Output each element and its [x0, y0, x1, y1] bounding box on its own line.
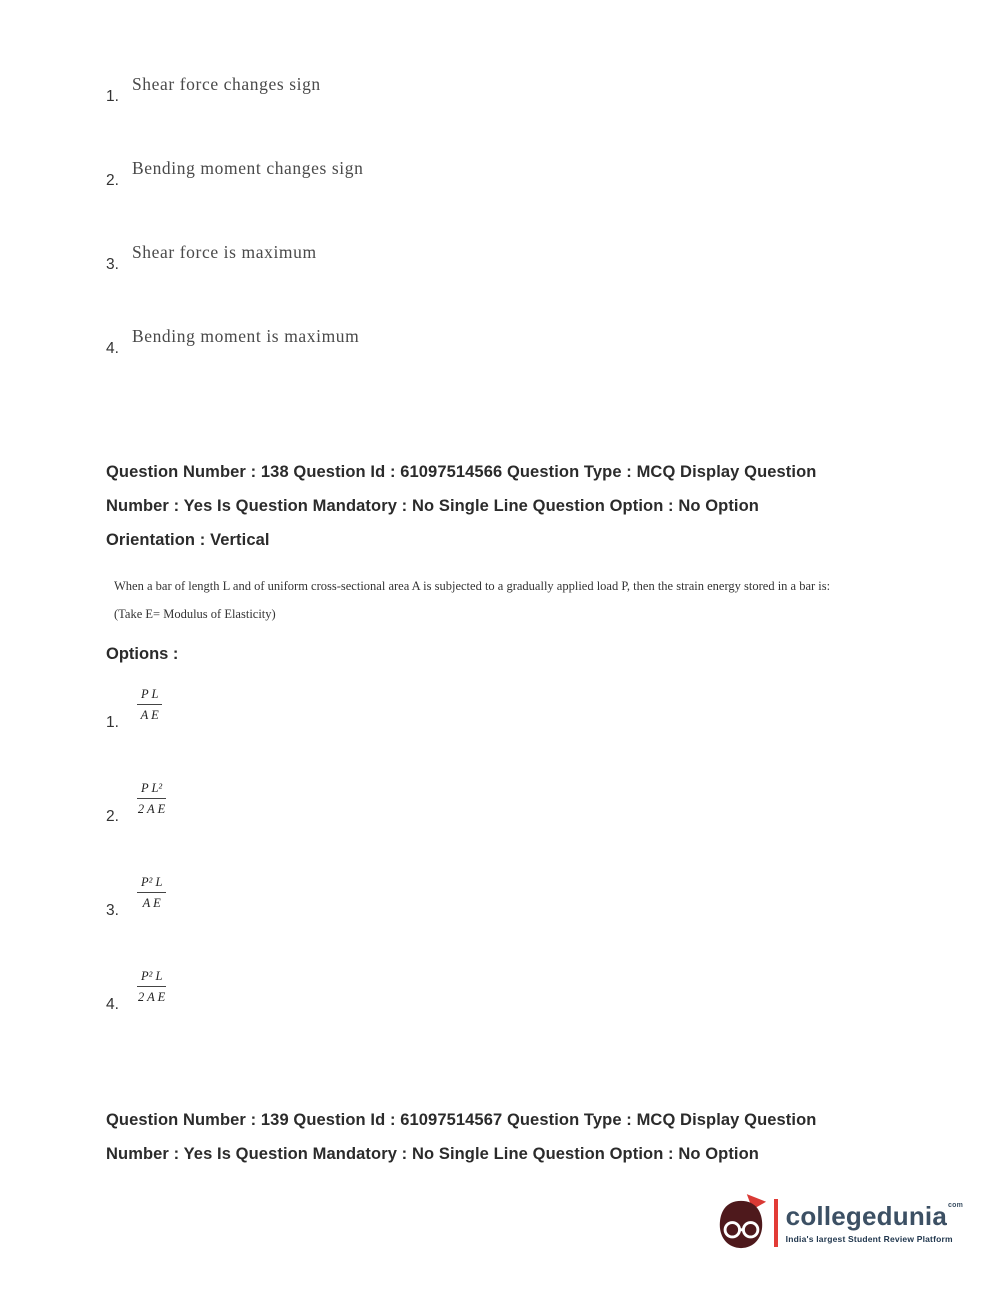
- option-text: Shear force is maximum: [131, 241, 317, 262]
- answer-option-1: [106, 70, 363, 104]
- fraction-numerator: P² L: [137, 968, 166, 987]
- option-number: 4.: [106, 995, 119, 1013]
- brand-name: [786, 1202, 963, 1231]
- option-number: 1.: [106, 713, 119, 731]
- brand-suffix: com: [948, 1201, 963, 1209]
- option-text: Shear force changes sign: [131, 73, 321, 94]
- question-138-options: [106, 678, 166, 1054]
- question-138-header: [106, 455, 906, 557]
- option-number: 3.: [106, 255, 119, 273]
- fraction-numerator: P L: [137, 686, 163, 705]
- previous-question-options: [106, 70, 363, 406]
- logo-red-bar: [774, 1199, 778, 1247]
- fraction-denominator: 2 A E: [138, 989, 166, 1004]
- fraction-denominator: A E: [142, 895, 161, 910]
- option-number: 2.: [106, 171, 119, 189]
- mascot-icon: [714, 1192, 768, 1254]
- fraction-numerator: P L²: [137, 780, 166, 799]
- logo-text: [786, 1202, 963, 1245]
- fraction-option-1: [106, 678, 166, 730]
- question-text-line: (Take E= Modulus of Elasticity): [114, 607, 276, 621]
- option-number: 1.: [106, 87, 119, 105]
- question-text-line: When a bar of length L and of uniform cross-sectional area A is subjected to a gradually applied load P, then the strain energy stored in a bar is:: [114, 579, 831, 593]
- fraction: [137, 686, 163, 724]
- fraction: [137, 968, 166, 1006]
- fraction-option-3: [106, 866, 166, 918]
- header-line: Question Number : 138 Question Id : 61097514566 Question Type : MCQ Display Question: [106, 463, 817, 481]
- option-number: 3.: [106, 901, 119, 919]
- answer-option-4: [106, 322, 363, 356]
- fraction: [137, 874, 166, 912]
- option-text: Bending moment is maximum: [131, 325, 360, 346]
- fraction-option-2: [106, 772, 166, 824]
- question-138-text: [114, 572, 830, 628]
- fraction-numerator: P² L: [137, 874, 166, 893]
- header-line: Question Number : 139 Question Id : 61097514567 Question Type : MCQ Display Question: [106, 1111, 817, 1129]
- brand-tagline: India's largest Student Review Platform: [785, 1234, 953, 1245]
- option-text: Bending moment changes sign: [131, 157, 364, 178]
- option-number: 2.: [106, 807, 119, 825]
- header-line: Number : Yes Is Question Mandatory : No Single Line Question Option : No Option: [106, 1145, 759, 1163]
- fraction-option-4: [106, 960, 166, 1012]
- header-line: Number : Yes Is Question Mandatory : No Single Line Question Option : No Option: [106, 497, 759, 515]
- header-line: Orientation : Vertical: [106, 531, 270, 549]
- fraction-denominator: 2 A E: [137, 801, 166, 816]
- collegedunia-logo: [714, 1192, 963, 1254]
- question-139-header: [106, 1103, 906, 1171]
- answer-option-2: [106, 154, 363, 188]
- answer-option-3: [106, 238, 363, 272]
- options-label: Options :: [106, 645, 179, 663]
- fraction-denominator: A E: [140, 707, 159, 722]
- option-number: 4.: [106, 339, 119, 357]
- fraction: [137, 780, 166, 818]
- brand-word: collegedunia: [785, 1200, 947, 1231]
